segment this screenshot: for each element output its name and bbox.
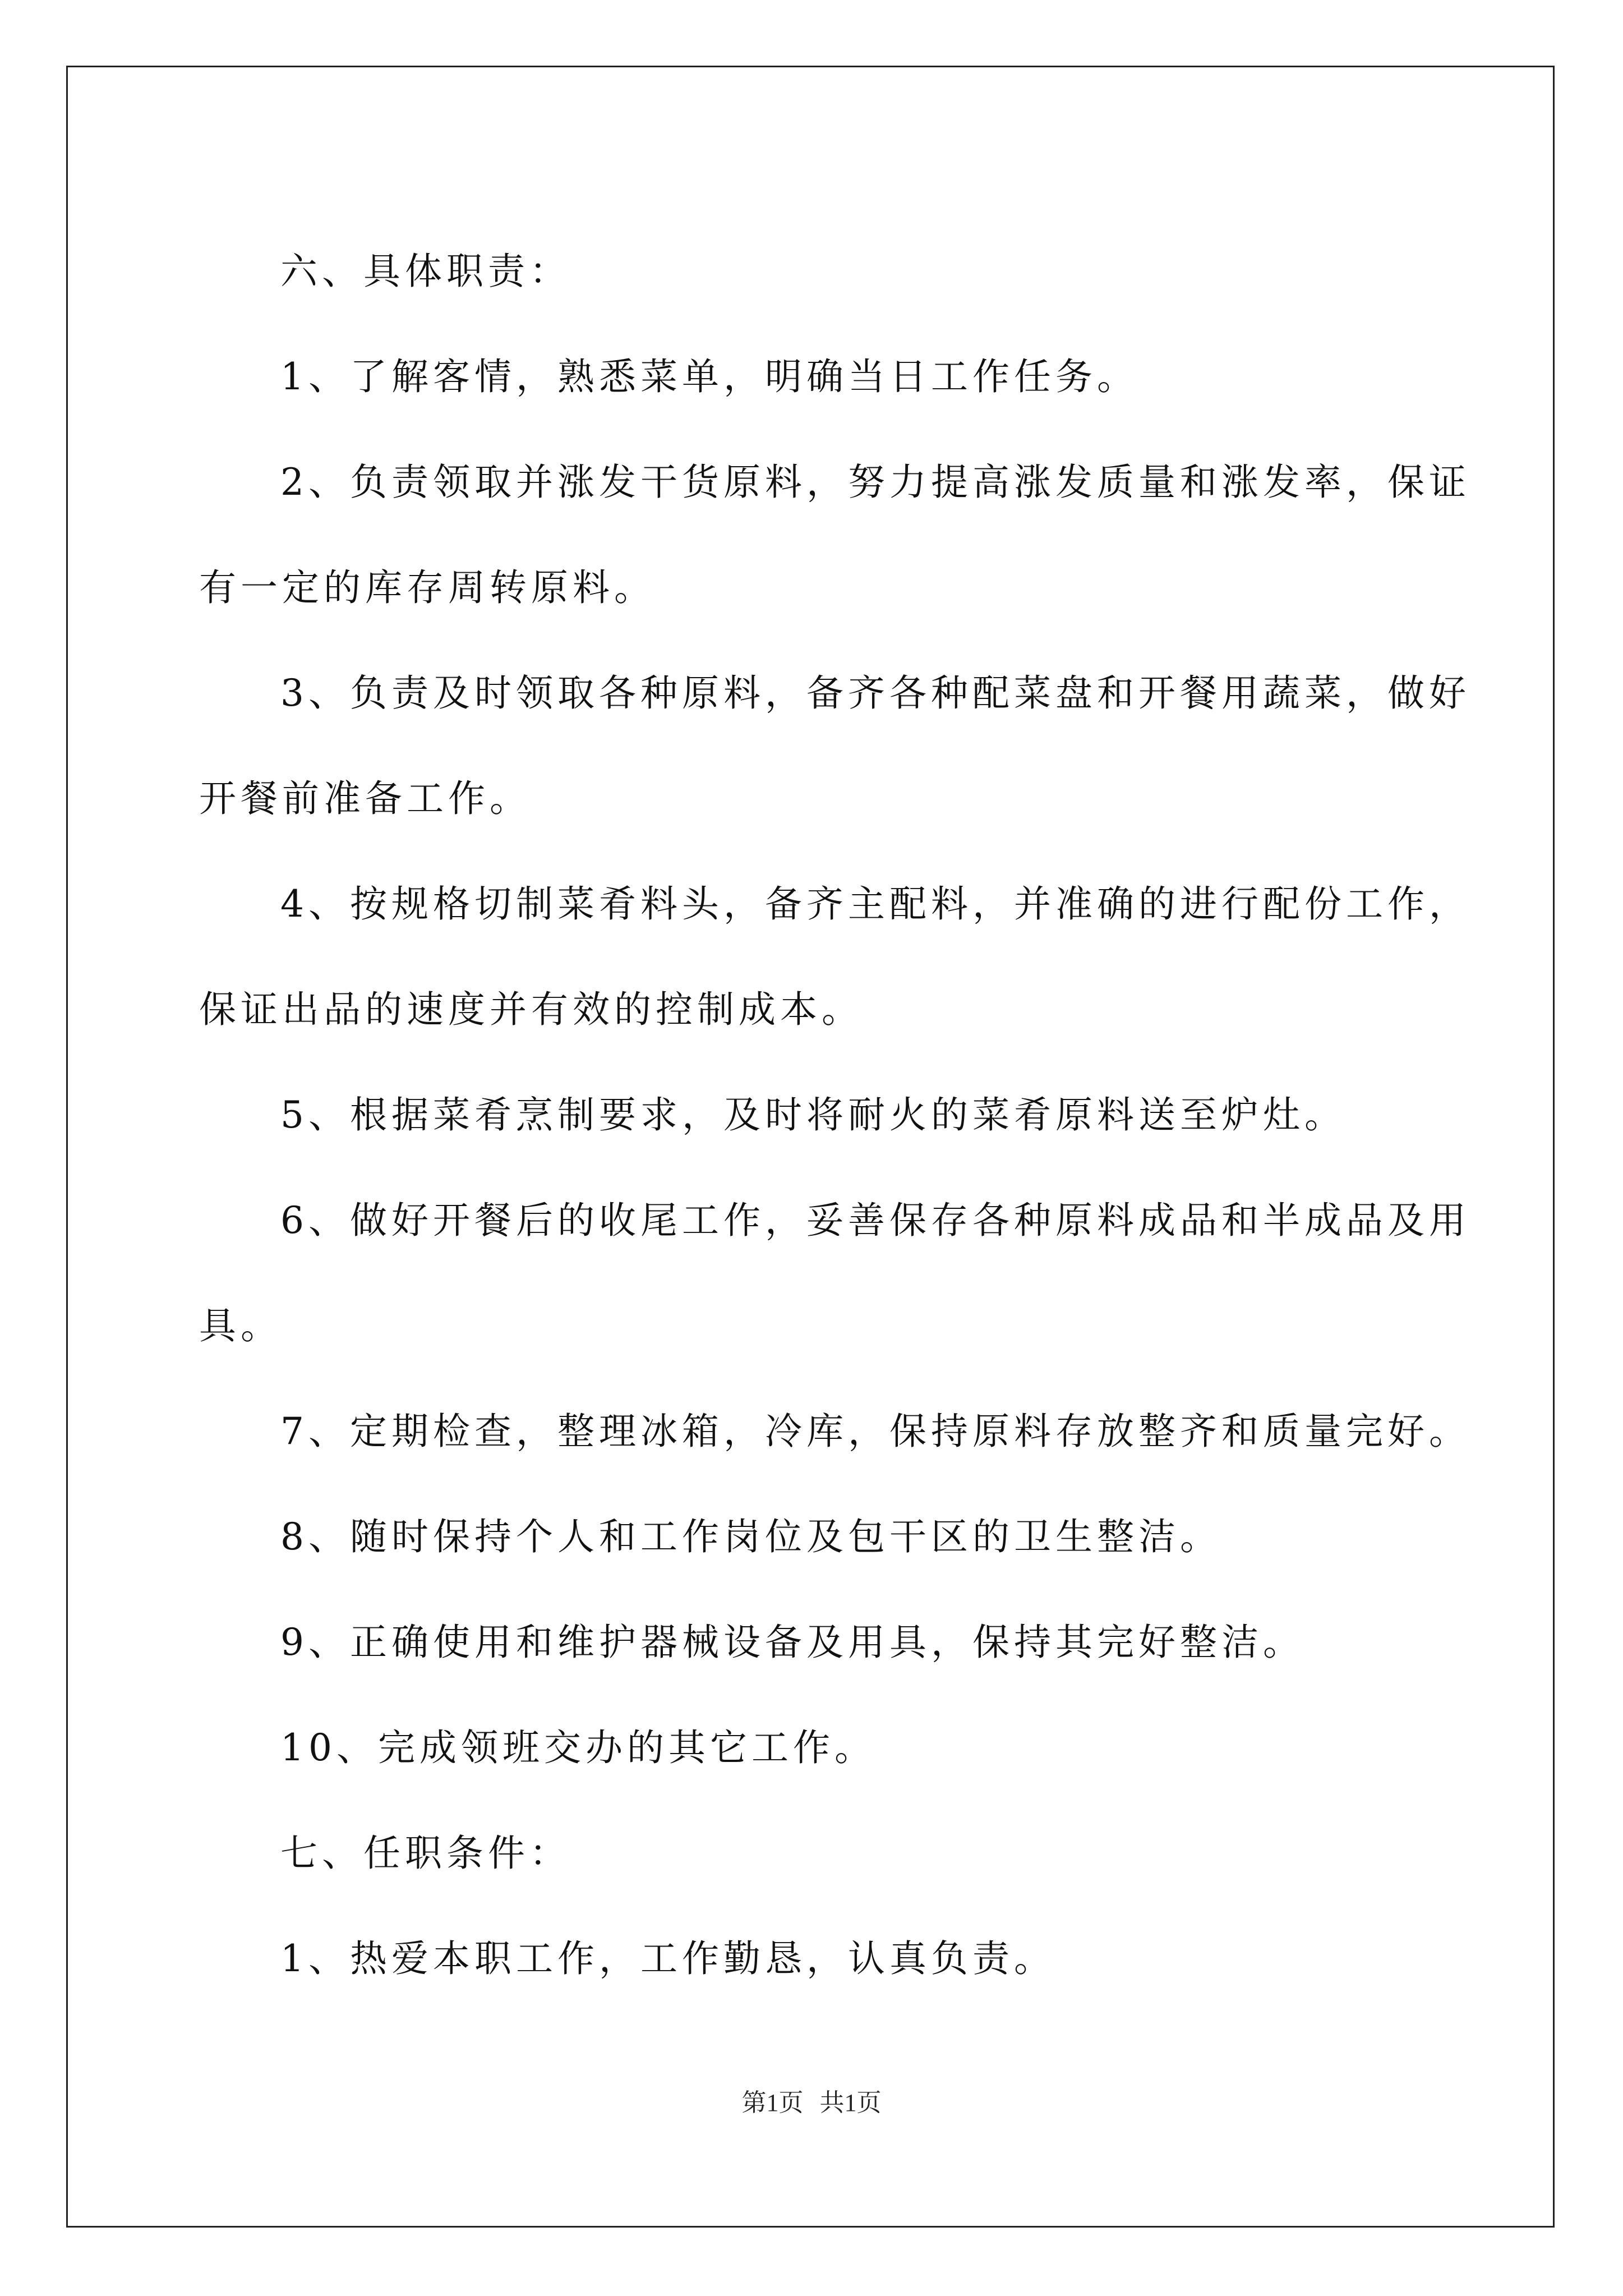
requirement-item-1: 1、热爱本职工作，工作勤恳，认真负责。	[280, 1937, 1055, 1980]
duty-item-5: 5、根据菜肴烹制要求，及时将耐火的菜肴原料送至炉灶。	[280, 1093, 1346, 1137]
duty-item-2-continued: 有一定的库存周转原料。	[199, 566, 656, 609]
duty-item-6-continued: 具。	[199, 1304, 282, 1347]
section-heading-requirements: 七、任职条件：	[280, 1832, 571, 1875]
duty-item-4: 4、按规格切制菜肴料头，备齐主配料，并准确的进行配份工作，	[280, 882, 1470, 926]
duty-item-3: 3、负责及时领取各种原料，备齐各种配菜盘和开餐用蔬菜，做好	[280, 671, 1470, 715]
duty-item-3-continued: 开餐前准备工作。	[199, 777, 531, 820]
document-body	[199, 219, 1470, 2012]
duty-item-7: 7、定期检查，整理冰箱，冷库，保持原料存放整齐和质量完好。	[280, 1410, 1470, 1453]
duty-item-10: 10、完成领班交办的其它工作。	[280, 1726, 876, 1769]
section-heading-duties: 六、具体职责：	[280, 250, 571, 293]
duty-item-4-continued: 保证出品的速度并有效的控制成本。	[199, 988, 863, 1031]
duty-item-8: 8、随时保持个人和工作岗位及包干区的卫生整洁。	[280, 1515, 1221, 1558]
duty-item-2: 2、负责领取并涨发干货原料，努力提高涨发质量和涨发率，保证	[280, 461, 1470, 504]
page-total: 共1页	[819, 2089, 882, 2116]
duty-item-9: 9、正确使用和维护器械设备及用具，保持其完好整洁。	[280, 1621, 1304, 1664]
duty-item-1: 1、了解客情，熟悉菜单，明确当日工作任务。	[280, 355, 1138, 398]
page-number: 第1页	[741, 2089, 804, 2116]
page-footer	[0, 2082, 1623, 2118]
duty-item-6: 6、做好开餐后的收尾工作，妥善保存各种原料成品和半成品及用	[280, 1199, 1470, 1242]
